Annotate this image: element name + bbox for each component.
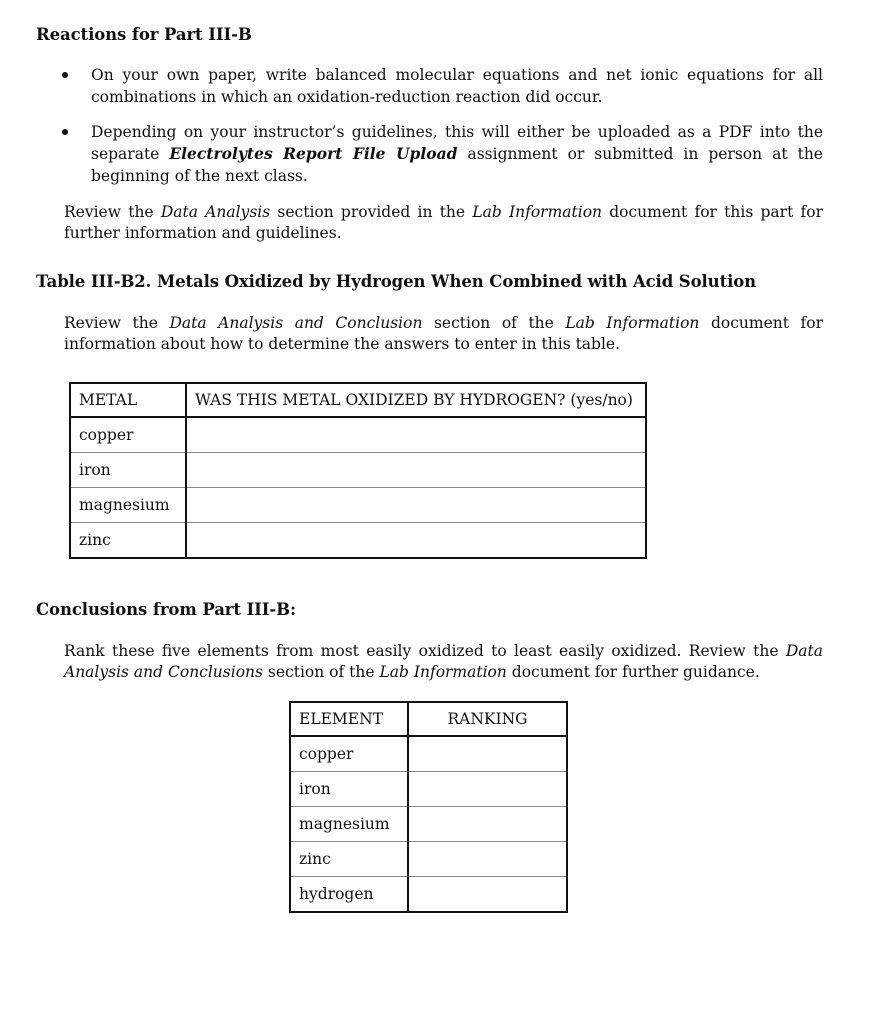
reactions-bullet-list — [0, 64, 887, 187]
table-review-paragraph — [64, 313, 823, 355]
text-run: Review the — [64, 314, 170, 332]
text-run: Rank these five elements from most easily oxidized to least easily oxidized. Review the — [64, 642, 786, 660]
reactions-review-paragraph — [64, 202, 823, 244]
element-cell: iron — [290, 772, 408, 807]
answer-cell[interactable] — [186, 488, 646, 523]
text-run: section of the — [422, 314, 566, 332]
element-cell: hydrogen — [290, 877, 408, 913]
table-row — [70, 417, 646, 453]
metal-cell: copper — [70, 417, 186, 453]
ranking-cell[interactable] — [408, 736, 567, 772]
text-run: Review the — [64, 203, 161, 221]
column-header-ranking: RANKING — [408, 702, 567, 736]
text-run: document for further guidance. — [506, 663, 760, 681]
table-row — [290, 807, 567, 842]
italic-run: Lab Information — [565, 314, 700, 332]
column-header-oxidized: WAS THIS METAL OXIDIZED BY HYDROGEN? (yes/no) — [186, 383, 646, 417]
table-row — [290, 842, 567, 877]
metal-oxidation-table — [69, 382, 647, 559]
table-header-row — [70, 383, 646, 417]
bullet-dot-icon — [62, 129, 68, 135]
text-run: document for this part for further information and guidelines. — [64, 203, 823, 242]
ranking-instruction-paragraph — [64, 641, 823, 683]
table-row — [290, 772, 567, 807]
bullet-text: On your own paper, write balanced molecular equations and net ionic equations for all combinations in which an oxidation-reduction reaction did occur. — [91, 66, 823, 106]
ranking-cell[interactable] — [408, 877, 567, 913]
table-heading: Table III-B2. Metals Oxidized by Hydrogen When Combined with Acid Solution — [36, 272, 757, 291]
conclusions-heading: Conclusions from Part III-B: — [36, 600, 296, 619]
bullet-text-before: Depending on your instructor’s guidelines, this will either be uploaded as a PDF into the separate — [91, 123, 823, 163]
table-row — [70, 488, 646, 523]
element-cell: copper — [290, 736, 408, 772]
bullet-text-after: assignment or submitted in person at the beginning of the next class. — [91, 145, 823, 185]
table-row — [290, 736, 567, 772]
bullet-dot-icon — [62, 72, 68, 78]
text-run: document for information about how to determine the answers to enter in this table. — [64, 314, 823, 353]
metal-cell: iron — [70, 453, 186, 488]
table-row — [70, 523, 646, 559]
reactions-heading: Reactions for Part III-B — [36, 25, 252, 44]
italic-run: Data Analysis and Conclusions — [64, 642, 823, 681]
element-ranking-table — [289, 701, 568, 913]
text-run: section of the — [262, 663, 380, 681]
answer-cell[interactable] — [186, 417, 646, 453]
bullet-item — [91, 64, 823, 108]
ranking-cell[interactable] — [408, 807, 567, 842]
italic-run: Data Analysis and Conclusion — [169, 314, 423, 332]
element-cell: magnesium — [290, 807, 408, 842]
answer-cell[interactable] — [186, 453, 646, 488]
column-header-element: ELEMENT — [290, 702, 408, 736]
ranking-cell[interactable] — [408, 772, 567, 807]
upload-assignment-name: Electrolytes Report File Upload — [169, 144, 458, 163]
italic-run: Lab Information — [472, 203, 603, 221]
column-header-metal: METAL — [70, 383, 186, 417]
italic-run: Lab Information — [379, 663, 507, 681]
text-run: section provided in the — [270, 203, 473, 221]
table-row — [70, 453, 646, 488]
table-row — [290, 877, 567, 913]
metal-cell: zinc — [70, 523, 186, 559]
answer-cell[interactable] — [186, 523, 646, 559]
bullet-item — [91, 121, 823, 187]
italic-run: Data Analysis — [160, 203, 271, 221]
metal-cell: magnesium — [70, 488, 186, 523]
element-cell: zinc — [290, 842, 408, 877]
ranking-cell[interactable] — [408, 842, 567, 877]
table-header-row — [290, 702, 567, 736]
